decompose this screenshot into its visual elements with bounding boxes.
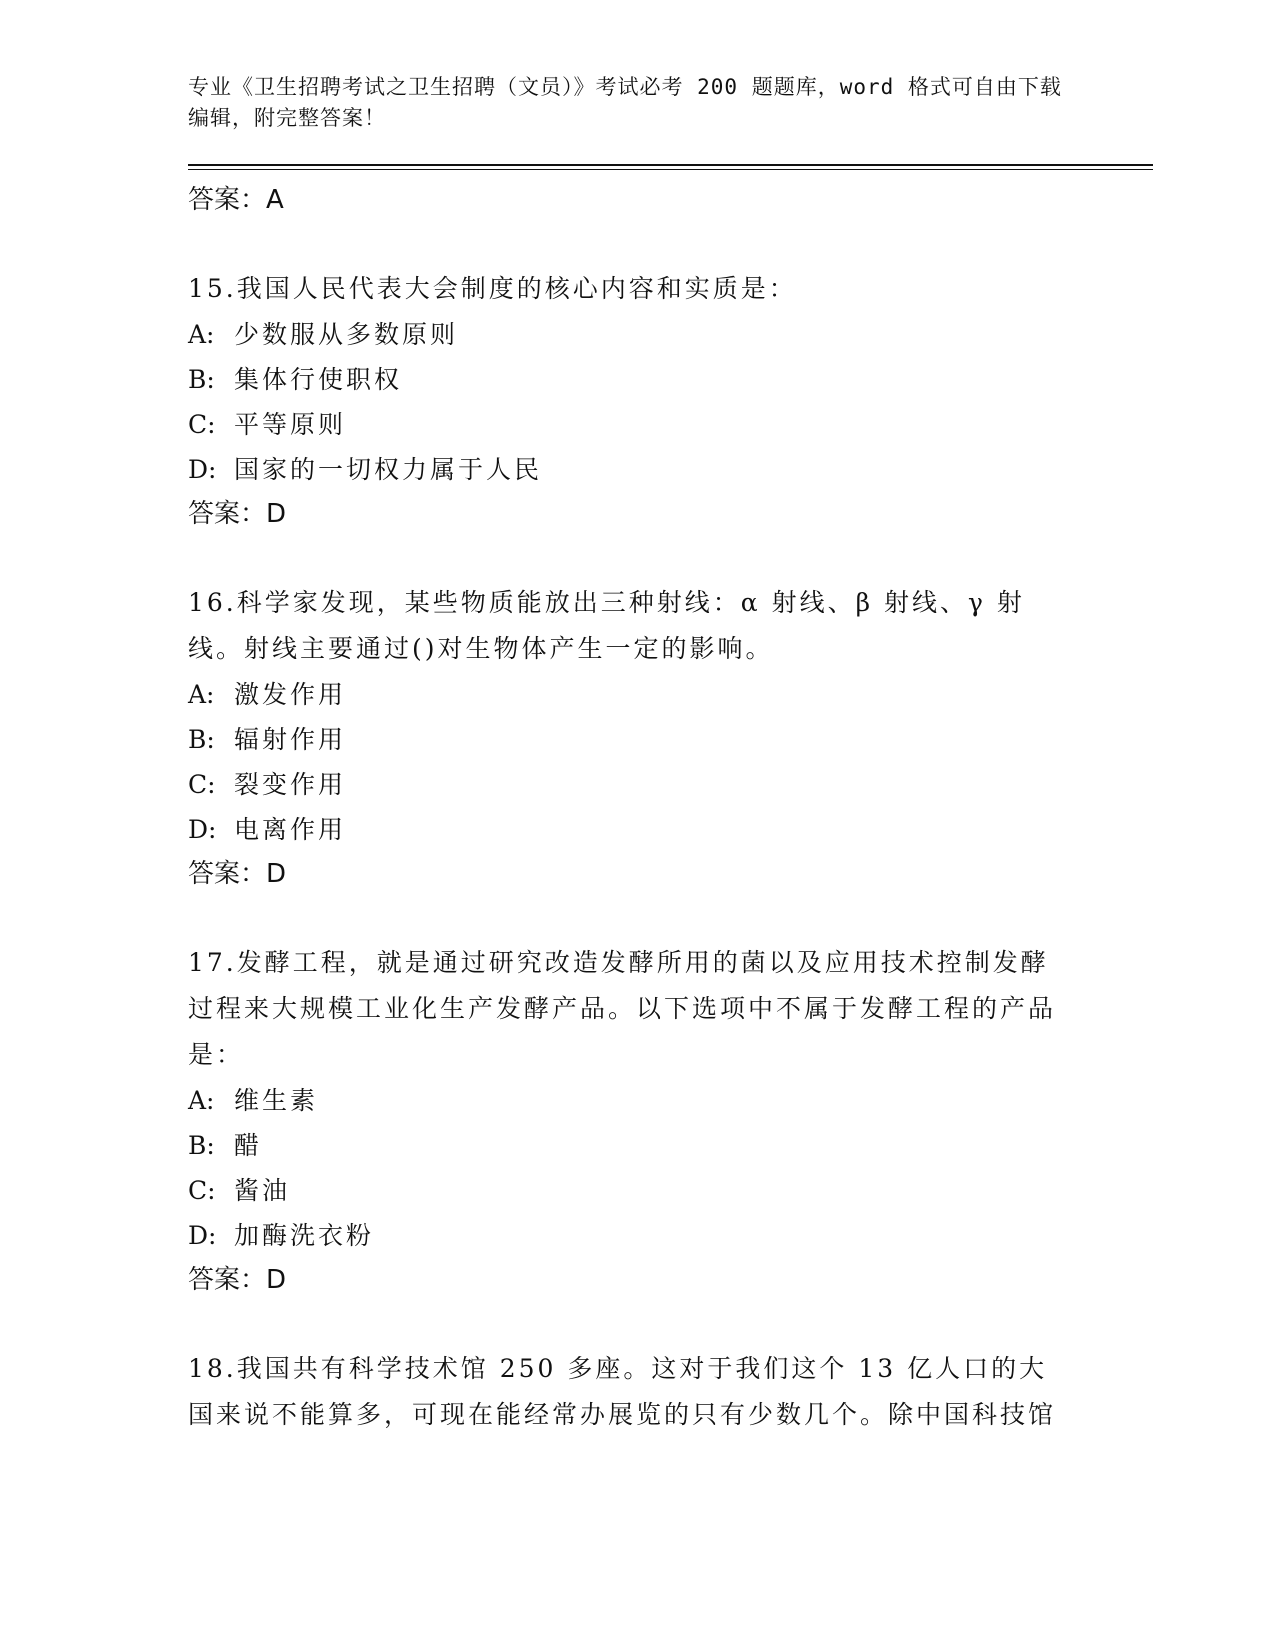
- option-label: B:: [188, 1131, 215, 1160]
- option-label: A:: [188, 680, 215, 709]
- option-d: [188, 447, 1148, 492]
- option-b: [188, 717, 1148, 762]
- question-block: [188, 940, 1148, 1302]
- option-text: 维生素: [234, 1086, 319, 1115]
- question-block: [188, 266, 1148, 536]
- option-text: 集体行使职权: [234, 365, 403, 394]
- question-text: 16.科学家发现，某些物质能放出三种射线：α 射线、β 射线、γ 射线。射线主要通过()对生物体产生一定的影响。: [188, 588, 1025, 663]
- option-a: [188, 672, 1148, 717]
- answer-line: 答案：D: [188, 859, 287, 889]
- answer-line: 答案：D: [188, 499, 287, 529]
- option-c: [188, 402, 1148, 447]
- option-a: [188, 312, 1148, 357]
- document-intro: 专业《卫生招聘考试之卫生招聘（文员）》考试必考 200 题题库，word 格式可自由下载编辑，附完整答案！: [188, 75, 1062, 130]
- option-label: C:: [188, 1176, 216, 1205]
- option-label: D:: [188, 455, 217, 484]
- option-label: D:: [188, 1221, 217, 1250]
- option-c: [188, 762, 1148, 807]
- option-text: 少数服从多数原则: [234, 320, 459, 349]
- header-divider-thin: [188, 169, 1153, 170]
- option-b: [188, 357, 1148, 402]
- option-text: 激发作用: [234, 680, 347, 709]
- option-b: [188, 1123, 1148, 1168]
- option-text: 醋: [234, 1131, 263, 1160]
- question-text: 15.我国人民代表大会制度的核心内容和实质是：: [188, 274, 797, 303]
- document-page: [188, 0, 1148, 1438]
- option-text: 酱油: [234, 1176, 291, 1205]
- question-text: 17.发酵工程，就是通过研究改造发酵所用的菌以及应用技术控制发酵过程来大规模工业化生产发酵产品。以下选项中不属于发酵工程的产品是：: [188, 948, 1057, 1069]
- option-label: A:: [188, 1086, 215, 1115]
- option-a: [188, 1078, 1148, 1123]
- option-label: A:: [188, 320, 215, 349]
- option-label: B:: [188, 365, 215, 394]
- question-block: [188, 1346, 1148, 1438]
- option-c: [188, 1168, 1148, 1213]
- option-text: 平等原则: [234, 410, 347, 439]
- answer-line: 答案：A: [188, 185, 284, 215]
- header-divider-thick: [188, 164, 1153, 166]
- option-text: 辐射作用: [234, 725, 347, 754]
- question-text: 18.我国共有科学技术馆 250 多座。这对于我们这个 13 亿人口的大国来说不能算多，可现在能经常办展览的只有少数几个。除中国科技馆: [188, 1354, 1057, 1429]
- option-d: [188, 807, 1148, 852]
- option-d: [188, 1213, 1148, 1258]
- option-text: 加酶洗衣粉: [234, 1221, 375, 1250]
- option-label: B:: [188, 725, 215, 754]
- option-label: C:: [188, 410, 216, 439]
- option-label: D:: [188, 815, 217, 844]
- option-text: 国家的一切权力属于人民: [234, 455, 543, 484]
- question-block: [188, 580, 1148, 896]
- answer-line: 答案：D: [188, 1265, 287, 1295]
- option-label: C:: [188, 770, 216, 799]
- option-text: 裂变作用: [234, 770, 347, 799]
- option-text: 电离作用: [234, 815, 347, 844]
